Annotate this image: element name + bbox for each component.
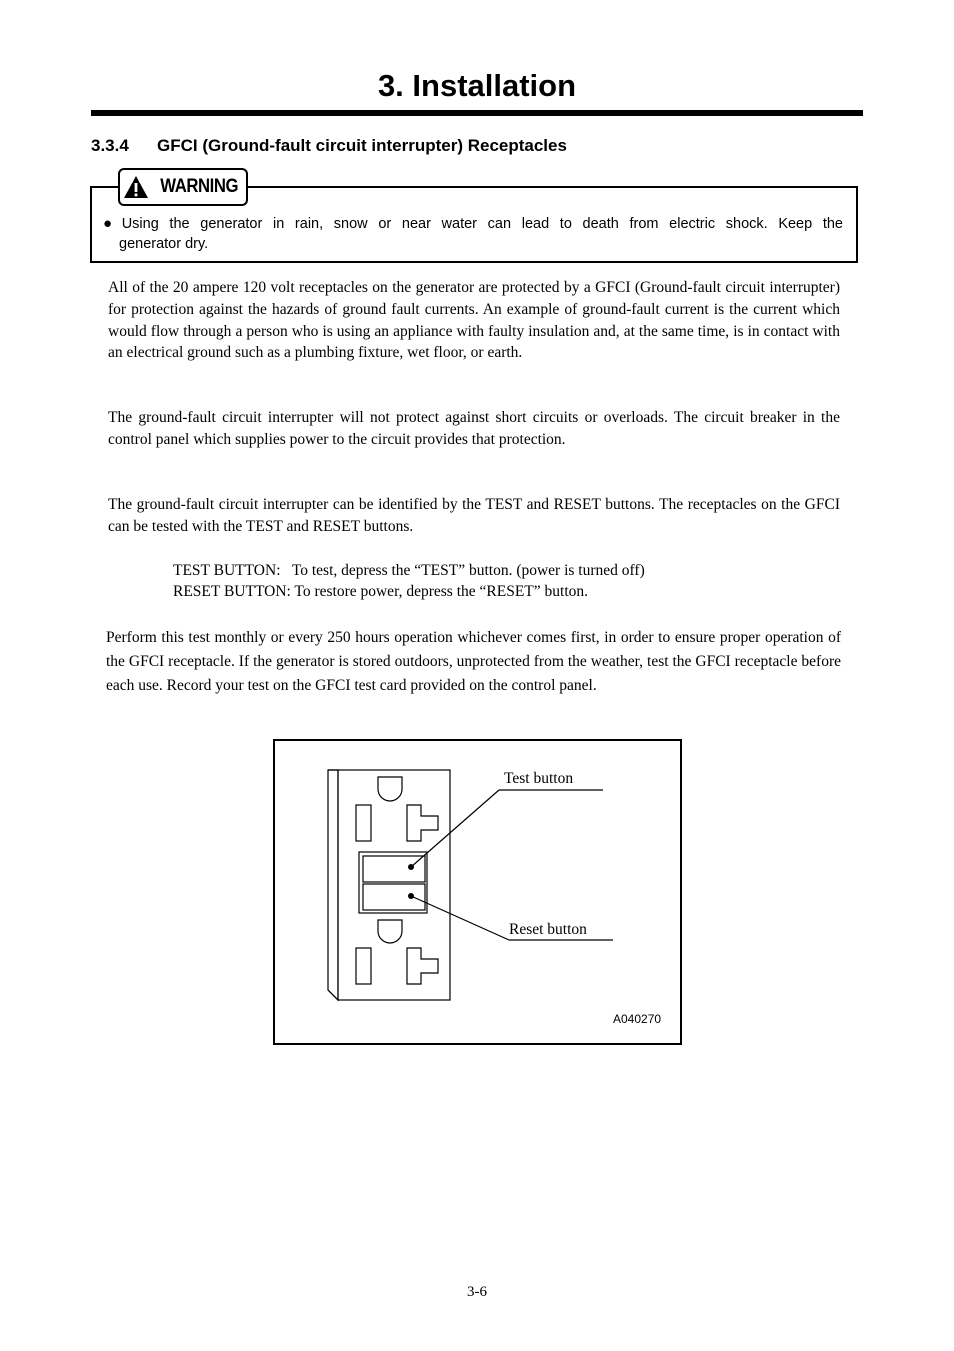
section-number: 3.3.4 <box>91 136 129 155</box>
section-title: GFCI (Ground-fault circuit interrupter) Receptacles <box>157 136 567 155</box>
section-heading <box>91 136 567 156</box>
warning-label: WARNING <box>160 176 238 197</box>
chapter-title: 3. Installation <box>377 68 577 103</box>
paragraph-gfci-intro: All of the 20 ampere 120 volt receptacles on the generator are protected by a GFCI (Ground-fault circuit interrupter) for protection against the hazards of ground fault currents. An example of ground-fault current is the current which would flow through a person who is using an appliance with faulty insulation and, at the same time, is in contact with an electrical ground such as a plumbing fixture, wet floor, or earth. <box>108 279 840 362</box>
reset-button-instruction: RESET BUTTON: To restore power, depress the “RESET” button. <box>173 583 589 600</box>
warning-badge <box>118 168 248 206</box>
warning-message-line2: generator dry. <box>119 236 209 252</box>
title-rule <box>91 110 863 116</box>
figure-code: A040270 <box>613 1012 662 1026</box>
page-number: 3-6 <box>467 1284 487 1300</box>
warning-triangle-icon <box>123 175 149 199</box>
bullet-icon: ● <box>103 215 119 232</box>
test-button-instruction: TEST BUTTON: To test, depress the “TEST” button. (power is turned off) <box>173 562 645 579</box>
paragraph-test-schedule: Perform this test monthly or every 250 hours operation whichever comes first, in order to ensure proper operation of the GFCI receptacle. If the generator is stored outdoors, unprotected from the weather, test the GFCI receptacle before each use. Record your test on the GFCI test card provided on the control panel. <box>106 629 841 694</box>
gfci-figure <box>273 739 682 1045</box>
warning-message-line1: Using the generator in rain, snow or near water can lead to death from electric shock. Keep the <box>121 216 844 232</box>
reset-button-label: Reset button <box>509 921 587 938</box>
gfci-receptacle-drawing <box>275 741 680 1043</box>
test-button-label: Test button <box>504 770 574 787</box>
paragraph-short-circuit: The ground-fault circuit interrupter will not protect against short circuits or overloads. The circuit breaker in the control panel which supplies power to the circuit provides that protection. <box>108 409 840 448</box>
paragraph-identify: The ground-fault circuit interrupter can be identified by the TEST and RESET buttons. The receptacles on the GFCI can be tested with the TEST and RESET buttons. <box>108 496 840 535</box>
warning-text-line1 <box>103 213 843 235</box>
